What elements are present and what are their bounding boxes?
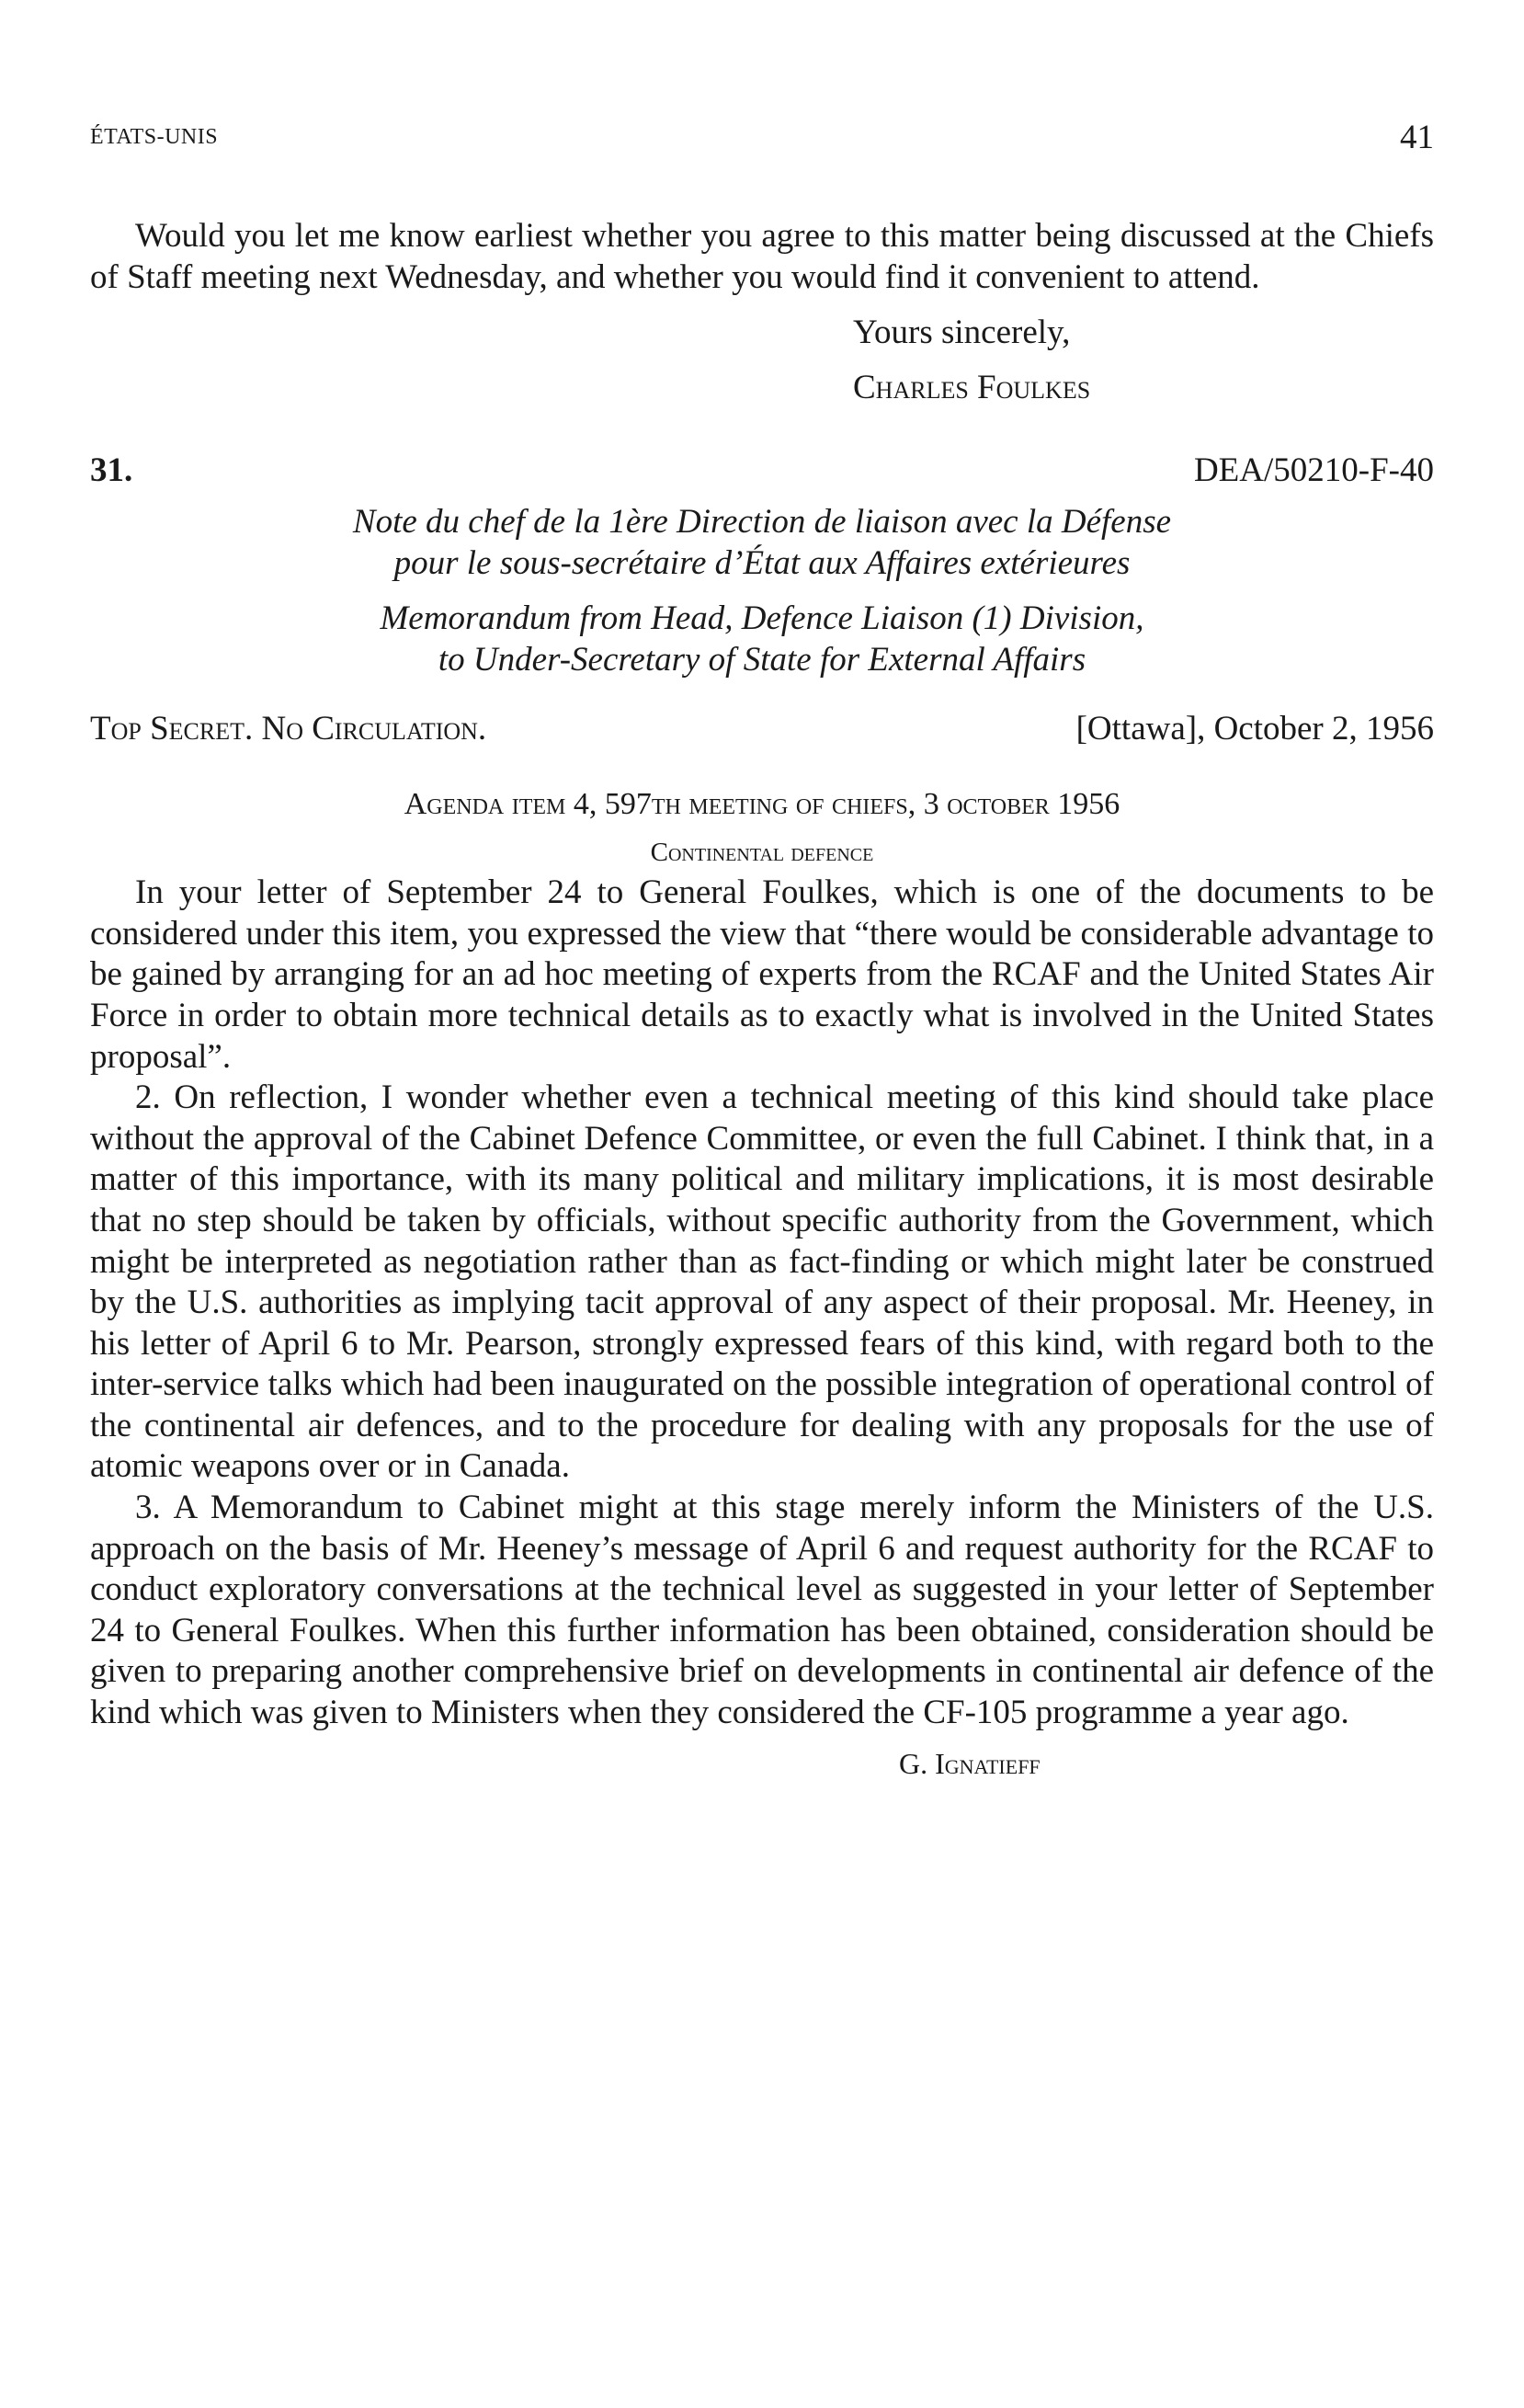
document-reference: DEA/50210-F-40 — [1193, 451, 1434, 490]
valediction: Yours sincerely, — [853, 314, 1071, 352]
paragraph-2: 2. On reflection, I wonder whether even a technical meeting of this kind should take place without the approval of the Cabinet Defence Committee, or even the full Cabinet. I think that, in a matter of this importance, with its many political and military implications, it is most desirable that no step should be taken by officials, without specific authority from the Government, which might be interpreted as negotiation rather than as fact-finding or which might later be construed by the U.S. authorities as implying tacit approval of any aspect of their proposal. Mr. Heeney, in his letter of April 6 to Mr. Pearson, strongly expressed fears of this kind, with regard both to the inter-service talks which had been inaugurated on the possible integration of operational control of the continental air defences, and to the procedure for dealing with any proposals for the use of atomic weapons over or in Canada. — [90, 1078, 1434, 1486]
place-date: [Ottawa], October 2, 1956 — [1075, 709, 1434, 748]
paragraph-3: 3. A Memorandum to Cabinet might at this stage merely inform the Ministers of the U.S. approach on the basis of Mr. Heeney’s message of April 6 and request authority for the RCAF to conduct exploratory conversations at the technical level as suggested in your letter of September 24 to General Foulkes. When this further information has been obtained, consideration should be given to preparing another comprehensive brief on developments in continental air defence of the kind which was given to Ministers when they considered the CF-105 programme a year ago. — [90, 1489, 1434, 1732]
agenda-heading: Agenda item 4, 597th meeting of chiefs, 3 october 1956 — [404, 786, 1120, 821]
title-french-line-2: pour le sous-secrétaire d’État aux Affaires extérieures — [393, 543, 1131, 582]
previous-letter-closing-paragraph: Would you let me know earliest whether you agree to this matter being discussed at the Chiefs of Staff meeting next Wednesday, and whether you would find it convenient to attend. — [90, 217, 1434, 296]
paragraph-1: In your letter of September 24 to General Foulkes, which is one of the documents to be considered under this item, you expressed the view that “there would be considerable advantage to be gained by arranging for an ad hoc meeting of experts from the RCAF and the United States Air Force in order to obtain more technical details as to exactly what is involved in the United States proposal”. — [90, 873, 1434, 1076]
letter-closing — [853, 305, 1434, 416]
page-number: 41 — [1400, 119, 1434, 156]
document-number: 31. — [90, 451, 133, 490]
title-english-line-1: Memorandum from Head, Defence Liaison (1) Division, — [380, 599, 1144, 638]
subject-heading: Continental defence — [650, 838, 874, 868]
running-title: ÉTATS-UNIS — [90, 125, 219, 149]
document-title-block — [90, 502, 1434, 680]
running-head — [90, 118, 1434, 154]
classification-row — [90, 709, 1434, 751]
document-header — [90, 451, 1434, 493]
title-french-line-1: Note du chef de la 1ère Direction de liaison avec la Défense — [352, 503, 1172, 542]
page-content — [90, 216, 1434, 1784]
memorandum-signature: G. Ignatieff — [899, 1746, 1041, 1780]
security-classification: Top Secret. No Circulation. — [90, 709, 487, 748]
memorandum-body — [90, 873, 1434, 1733]
title-english-line-2: to Under-Secretary of State for External Affairs — [438, 640, 1086, 679]
signatory: Charles Foulkes — [853, 369, 1091, 407]
